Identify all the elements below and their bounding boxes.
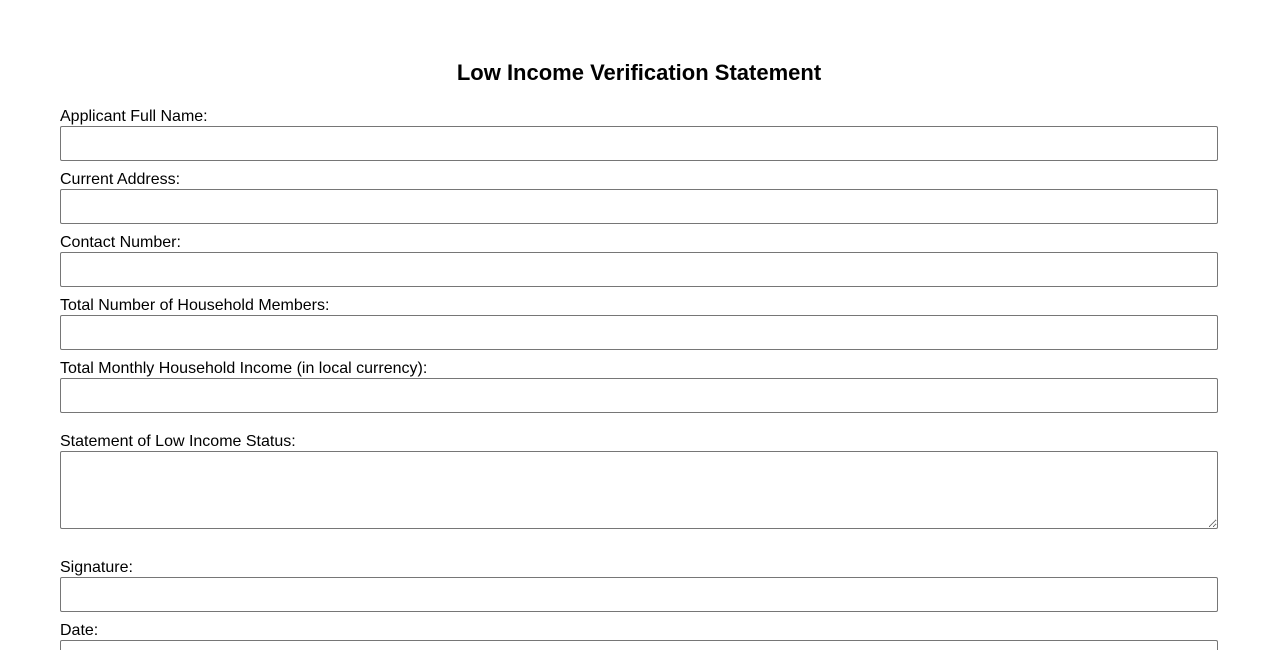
household-members-input[interactable] <box>60 315 1218 350</box>
monthly-income-input[interactable] <box>60 378 1218 413</box>
household-members-label: Total Number of Household Members: <box>60 297 330 314</box>
date-label: Date: <box>60 622 99 639</box>
signature-input[interactable] <box>60 577 1218 612</box>
date-input[interactable] <box>60 640 1218 650</box>
applicant-full-name-label: Applicant Full Name: <box>60 108 208 125</box>
low-income-statement-label: Statement of Low Income Status: <box>60 433 296 450</box>
page-title: Low Income Verification Statement <box>456 60 822 85</box>
signature-label: Signature: <box>60 559 133 576</box>
monthly-income-label: Total Monthly Household Income (in local currency): <box>60 360 428 377</box>
contact-number-label: Contact Number: <box>60 234 181 251</box>
applicant-full-name-input[interactable] <box>60 126 1218 161</box>
current-address-input[interactable] <box>60 189 1218 224</box>
contact-number-input[interactable] <box>60 252 1218 287</box>
current-address-label: Current Address: <box>60 171 181 188</box>
low-income-statement-textarea[interactable] <box>60 451 1218 529</box>
